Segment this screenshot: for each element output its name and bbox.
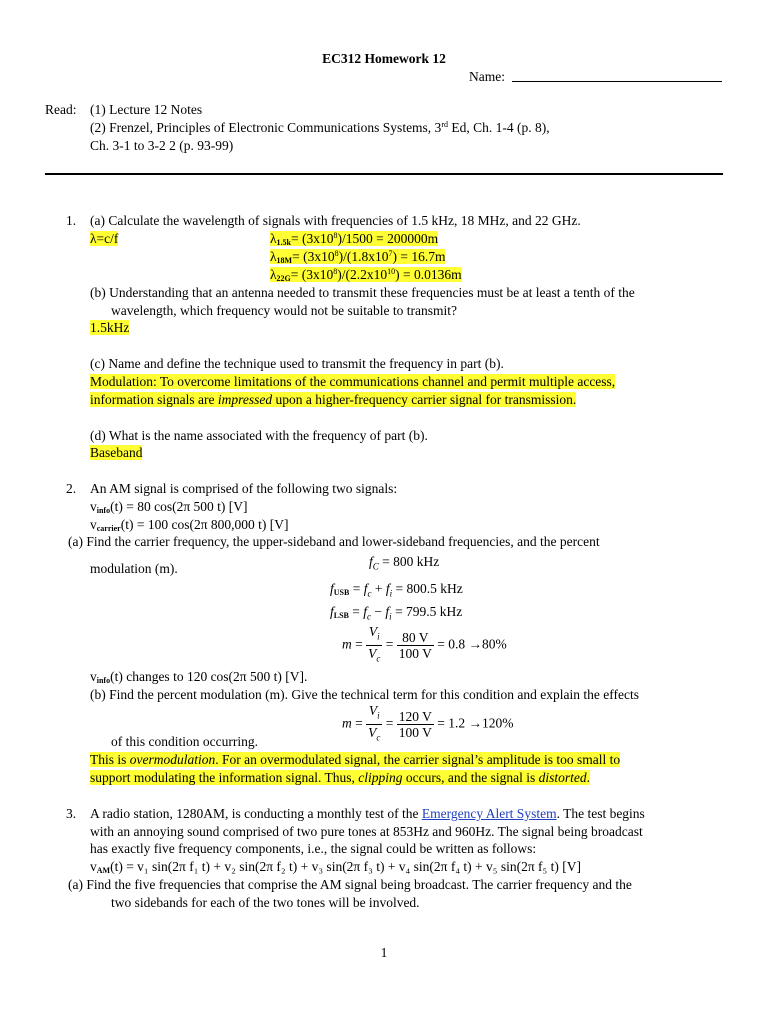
q2b-text-cont: of this condition occurring. xyxy=(111,734,258,749)
q1a-answer-1: $\lambda_{1.5k}= (3x10^8)/1500 = 200000m$ xyxy=(270,231,439,247)
q2b-m-equation: m = $\frac{V_i}{V_c}$ = $\frac{120 V}{100 V}$ = 1.2 →120% xyxy=(342,703,514,743)
q2a-text-cont: modulation (m). xyxy=(90,561,178,576)
q2-intro: An AM signal is comprised of the following two signals: xyxy=(90,481,398,496)
emergency-alert-system-link[interactable]: Emergency Alert System xyxy=(421,806,557,821)
q3-text-1: A radio station, 1280AM, is conducting a monthly test of the Emergency Alert System. The test begins xyxy=(90,806,645,821)
q2-signal-info: $v_{info}(t) = 80$ cos(2π 500 t) [V] xyxy=(90,499,248,515)
q1d-text: (d) What is the name associated with the frequency of part (b). xyxy=(90,428,428,443)
q1b-text: (b) Understanding that an antenna needed to transmit these frequencies must be at least a tenth of the xyxy=(90,285,635,300)
q1a-formula: λ=c/f xyxy=(90,231,119,246)
q1c-answer-1: Modulation: To overcome limitations of the communications channel and permit multiple access, xyxy=(90,374,616,389)
q2a-fusb: $f_{USB} = f_c + f_i = 800.5$ kHz xyxy=(330,581,463,599)
page-number: 1 xyxy=(380,945,388,960)
q1b-text-cont: wavelength, which frequency would not be suitable to transmit? xyxy=(111,303,458,318)
q2a-flsb: $f_{LSB} = f_c - f_i = 799.5$ kHz xyxy=(330,604,463,622)
q1b-answer: 1.5kHz xyxy=(90,320,130,335)
q1c-answer-2: information signals are impressed upon a higher-frequency carrier signal for transmission. xyxy=(90,392,577,407)
q3-equation: $v_{AM}(t) = v_1$ sin(2π f₁ t) + v₂ sin(2π f₂ t) + v₃ sin(2π f₃ t) + v₄ sin(2π f₄ t) + v₅ sin(2π f₅ t) [V] xyxy=(90,859,581,875)
q2b-answer-2: support modulating the information signal. Thus, clipping occurs, and the signal is distorted. xyxy=(90,770,590,785)
read-item-2: (2) Frenzel, Principles of Electronic Communications Systems, 3rd Ed, Ch. 1-4 (p. 8), xyxy=(90,120,550,135)
q1c-text: (c) Name and define the technique used to transmit the frequency in part (b). xyxy=(90,356,504,371)
q3-text-3: has exactly five frequency components, i.e., the signal could be written as follows: xyxy=(90,841,537,856)
q2b-answer-1: This is overmodulation. For an overmodulated signal, the carrier signal’s amplitude is too small to xyxy=(90,752,621,767)
q2a-text: (a) Find the carrier frequency, the upper-sideband and lower-sideband frequencies, and the percent xyxy=(68,534,600,549)
q3-text-2: with an annoying sound comprised of two pure tones at 853Hz and 960Hz. The signal being broadcast xyxy=(90,824,643,839)
q2a-m-equation: m = $\frac{V_i}{V_c}$ = $\frac{80 V}{100 V}$ = 0.8 →80% xyxy=(342,624,507,664)
q3a-text: (a) Find the five frequencies that comprise the AM signal being broadcast. The carrier frequency and the xyxy=(68,877,632,892)
q1-number: 1. xyxy=(66,213,77,228)
q2-signal-carrier: $v_{carrier}(t) = 100$ cos(2π 800,000 t) [V] xyxy=(90,517,289,533)
name-field-line[interactable] xyxy=(512,81,722,82)
q2b-text: (b) Find the percent modulation (m). Give the technical term for this condition and explain the effects xyxy=(90,687,639,702)
q2-number: 2. xyxy=(66,481,77,496)
document-title: EC312 Homework 12 xyxy=(322,51,446,66)
read-label: Read: xyxy=(45,102,77,117)
q1d-answer: Baseband xyxy=(90,445,143,460)
q1a-text: (a) Calculate the wavelength of signals with frequencies of 1.5 kHz, 18 MHz, and 22 GHz. xyxy=(90,213,581,228)
q2a-fc: $f_C = 800$ kHz xyxy=(369,554,440,572)
q1a-answer-2: $\lambda_{18M}= (3x10^8)/(1.8x10^7) = 16.7m$ xyxy=(270,249,446,265)
q2-signal-change: $v_{info}(t)$ changes to 120 cos(2π 500 t) [V]. xyxy=(90,669,308,685)
q3-number: 3. xyxy=(66,806,77,821)
q3a-text-cont: two sidebands for each of the two tones will be involved. xyxy=(111,895,420,910)
read-item-2-cont: Ch. 3-1 to 3-2 2 (p. 93-99) xyxy=(90,138,234,153)
read-item-1: (1) Lecture 12 Notes xyxy=(90,102,203,117)
section-divider xyxy=(45,173,723,175)
q1a-answer-3: $\lambda_{22G}= (3x10^8)/(2.2x10^{10}) = 0.0136m$ xyxy=(270,267,462,283)
name-label: Name: xyxy=(469,69,505,84)
